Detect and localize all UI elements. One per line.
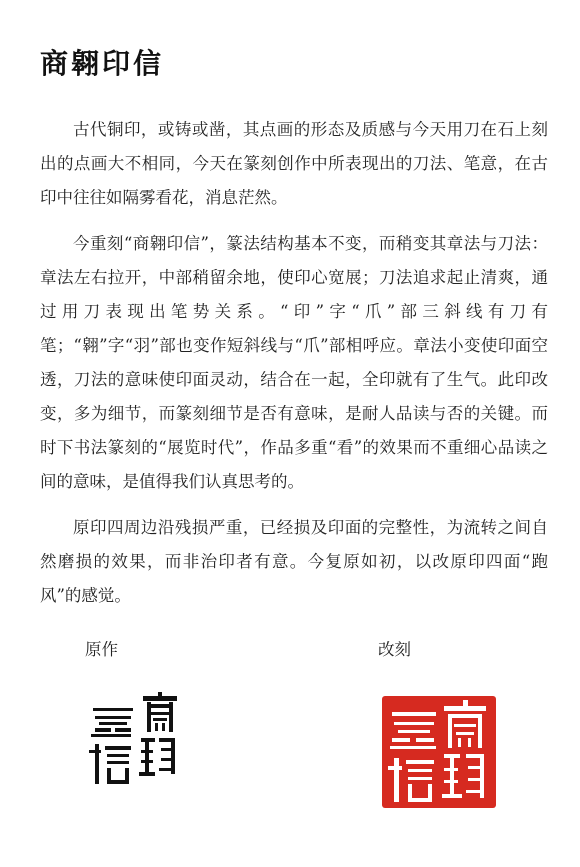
original-seal-caption [85,636,118,660]
paragraph-1: 古代铜印，或铸或凿，其点画的形态及质感与今天用刀在石上刻出的点画大不相同，今天在篆刻创作中所表现出的刀法、笔意，在古印中往往如隔雾看花，消息茫然。 [40,120,548,207]
page-title: 商翱印信 [40,47,165,80]
recarved-seal-impression [380,694,498,810]
original-seal-label: 原作 [85,640,118,659]
recarved-seal-label: 改刻 [378,640,411,659]
recarved-seal-caption [378,636,411,660]
article-body [40,113,548,625]
paragraph-3: 原印四周边沿残损严重，已经损及印面的完整性，为流转之间自然磨损的效果，而非治印者有意。今复原如初，以改原印四面“跑风”的感觉。 [40,518,548,605]
original-seal-impression [85,690,185,790]
paragraph-2: 今重刻“商翱印信”，篆法结构基本不变，而稍变其章法与刀法：章法左右拉开，中部稍留余地，使印心宽展；刀法追求起止清爽，通过用刀表现出笔势关系。“印”字“爪”部三斜线有刀有笔；“翱”字“羽”部也变作短斜线与“爪”部相呼应。章法小变使印面空透，刀法的意味使印面灵动，结合在一起，全印就有了生气。此印改变，多为细节，而篆刻细节是否有意味，是耐人品读与否的关键。而时下书法篆刻的“展览时代”，作品多重“看”的效果而不重细心品读之间的意味，是值得我们认真思考的。 [40,234,548,491]
